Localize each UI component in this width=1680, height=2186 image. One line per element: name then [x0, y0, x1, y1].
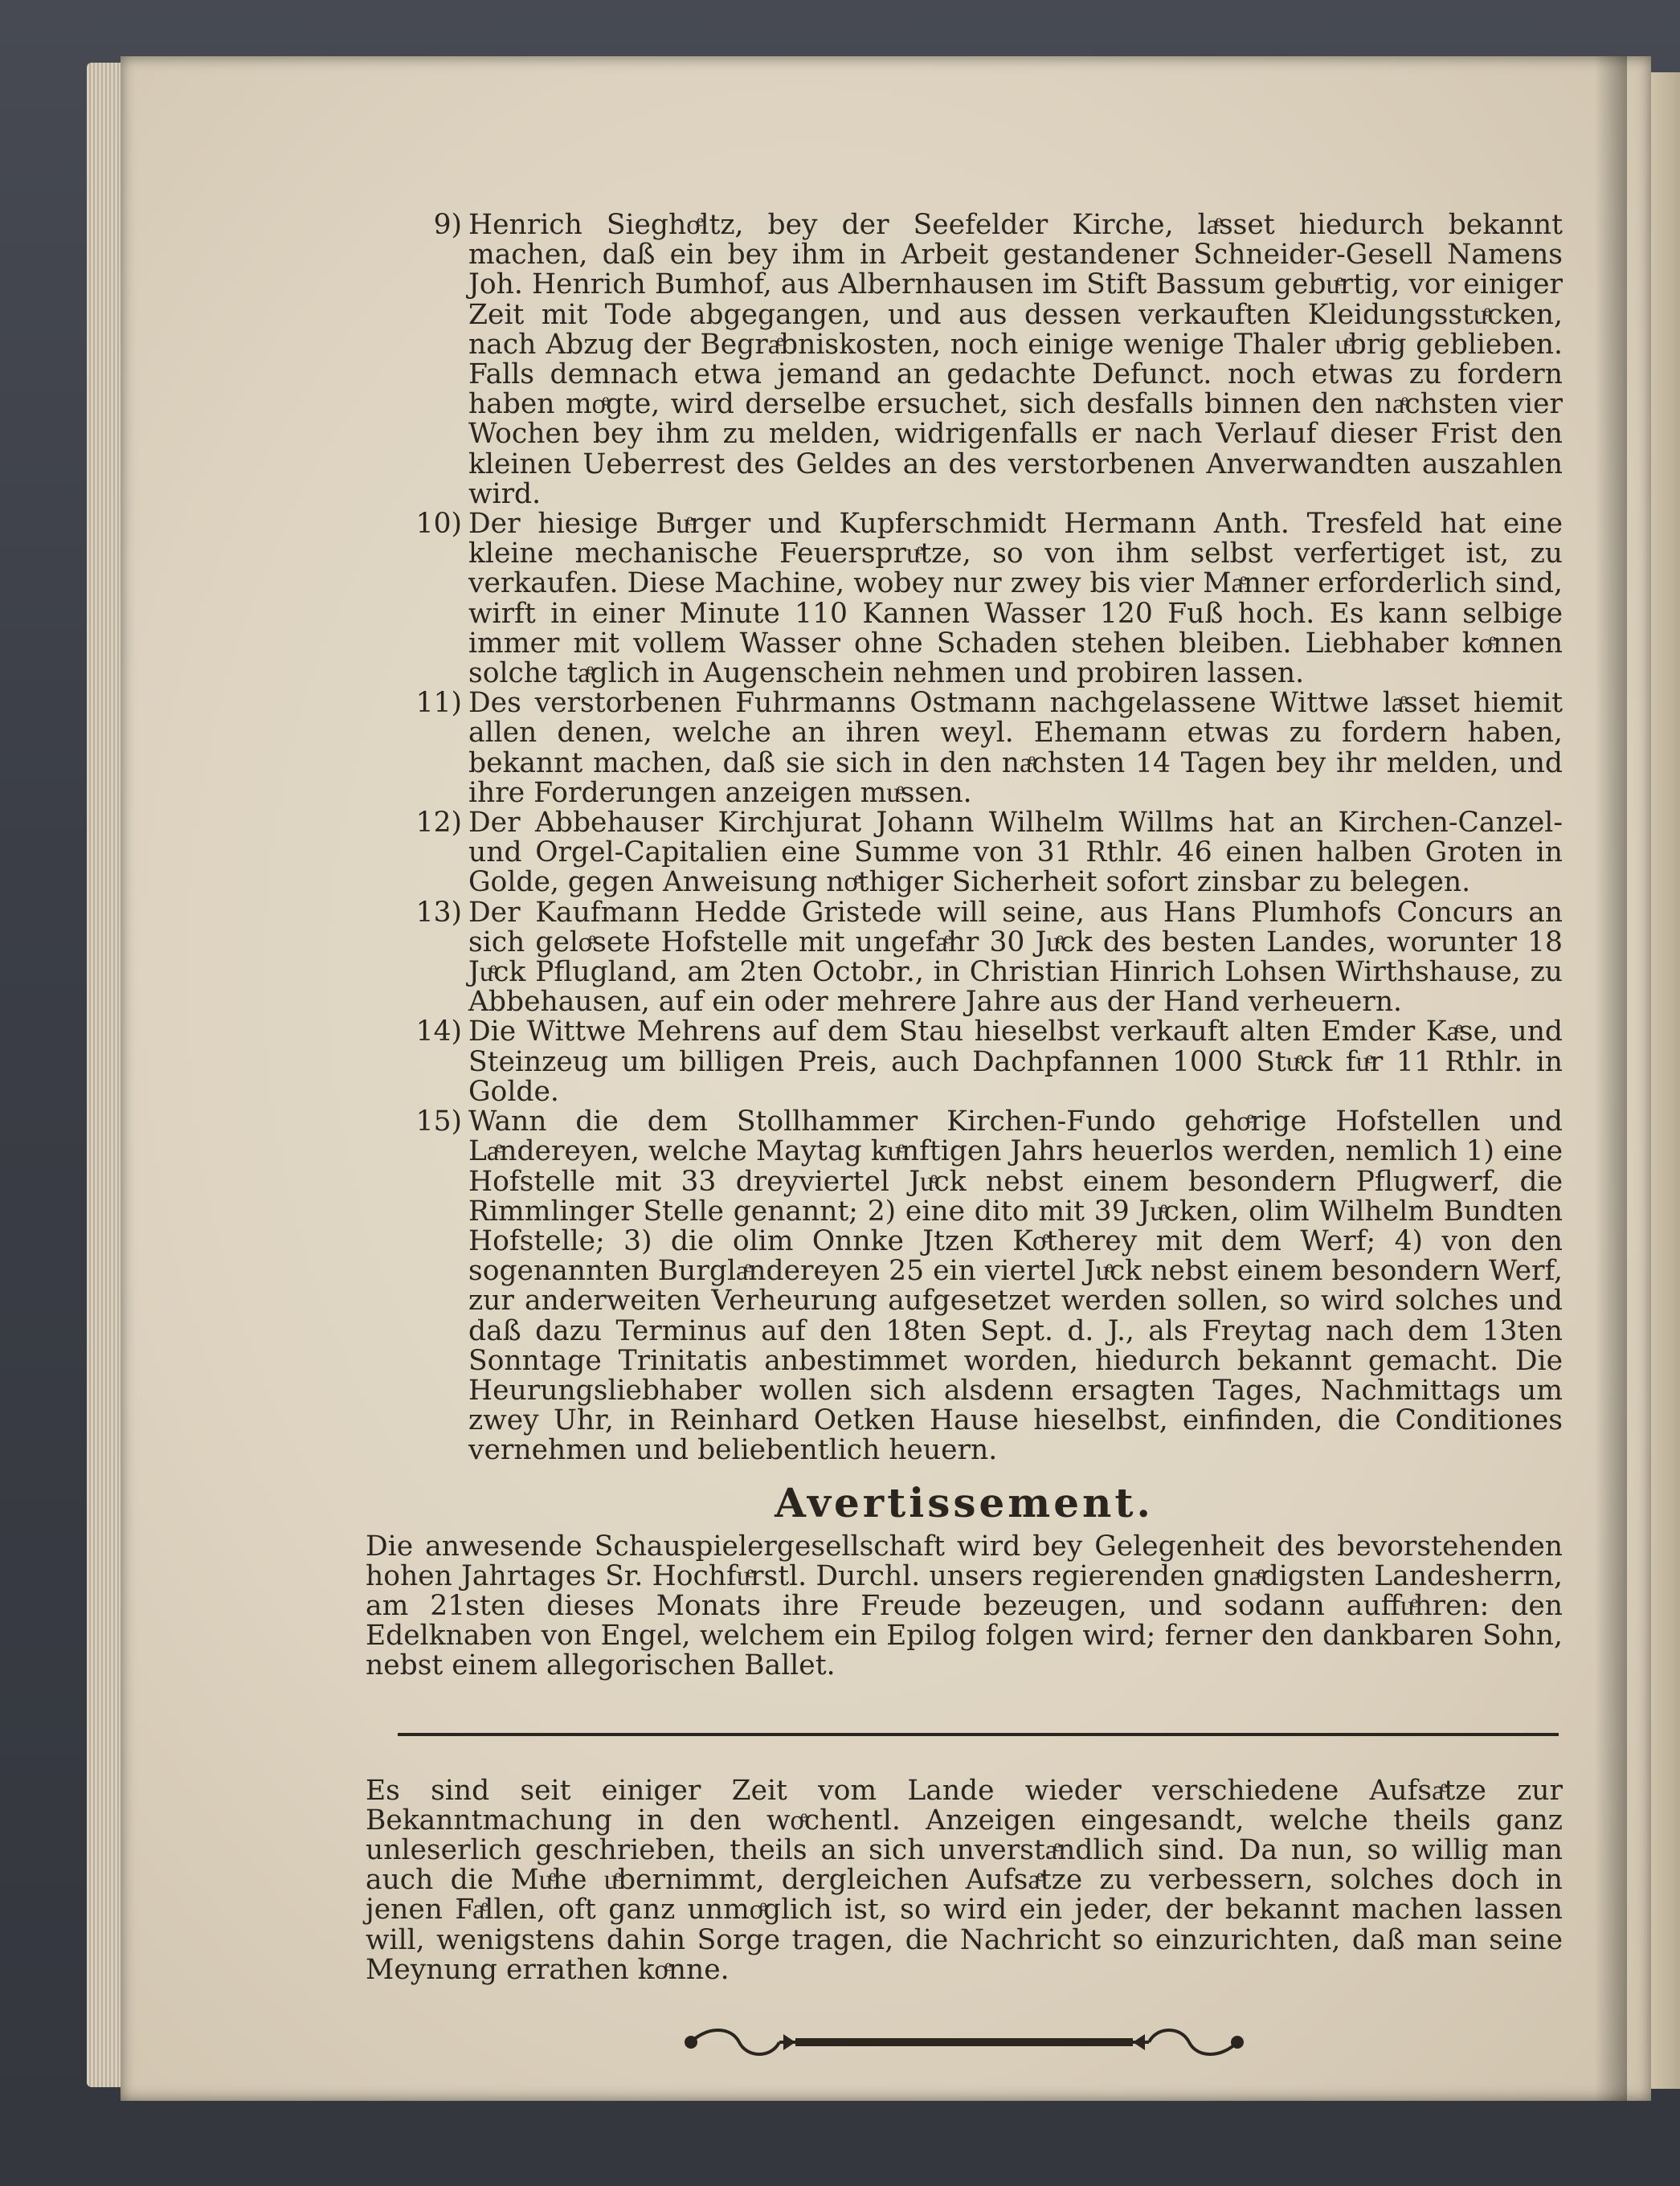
entry-text: Henrich Sieghoͤltz, bey der Seefelder Kirche, laͤsset hiedurch bekannt machen, daß ein bey ihm in Arbeit gestandener Schneider-Gesell Namens Joh. Henrich Bumhof, aus Albernhausen im Stift Bassum gebuͤrtig, vor einiger Zeit mit Tode abgegangen, und aus dessen verkauften Kleidungsstuͤcken, nach Abzug der Begraͤbniskosten, noch einige wenige Thaler uͤbrig geblieben. Falls demnach etwa jemand an gedachte Defunct. noch etwas zu fordern haben moͤgte, wird derselbe ersuchet, sich desfalls binnen den naͤchsten vier Wochen bey ihm zu melden, widrigenfalls er nach Verlauf dieser Frist den kleinen Ueberrest des Geldes an des verstorbenen Anverwandten auszahlen wird. [468, 209, 1563, 510]
gutter-shadow [1595, 56, 1627, 2101]
entry-text: Die Wittwe Mehrens auf dem Stau hieselbst verkauft alten Emder Kaͤse, und Steinzeug um billigen Preis, auch Dachpfannen 1000 Stuͤck fuͤr 11 Rthlr. in Golde. [468, 1015, 1563, 1108]
entry-number: 12) [415, 807, 462, 840]
entry-number: 10) [415, 508, 462, 541]
entry-text: Der Abbehauser Kirchjurat Johann Wilhelm Willms hat an Kirchen-Canzel- und Orgel-Capitalien eine Summe von 31 Rthlr. 46 einen halben Groten in Golde, gegen Anweisung noͤthiger Sicherheit sofort zinsbar zu belegen. [468, 807, 1563, 899]
page-text [366, 210, 1563, 2062]
notice-entry [366, 509, 1563, 688]
notice-entry [366, 1017, 1563, 1107]
editorial-notice: Es sind seit einiger Zeit vom Lande wieder verschiedene Aufsaͤtze zur Bekanntmachung in den woͤchentl. Anzeigen eingesandt, welche theils ganz unleserlich geschrieben, theils an sich unverstaͤndlich sind. Da nun, so willig man auch die Muͤhe uͤbernimmt, dergleichen Aufsaͤtze zu verbessern, solches doch in jenen Faͤllen, oft ganz unmoͤglich ist, so wird ein jeder, der bekannt machen lassen will, wenigstens dahin Sorge tragen, die Nachricht so einzurichten, daß man seine Meynung errathen koͤnne. [366, 1774, 1563, 1986]
entry-text: Wann die dem Stollhammer Kirchen-Fundo gehoͤrige Hofstellen und Laͤndereyen, welche Maytag kuͤnftigen Jahrs heuerlos werden, nemlich 1) eine Hofstelle mit 33 dreyviertel Juͤck nebst einem besondern Pflugwerf, die Rimmlinger Stelle genannt; 2) eine dito mit 39 Juͤcken, olim Wilhelm Bundten Hofstelle; 3) die olim Onnke Jtzen Koͤtherey mit dem Werf; 4) von den sogenannten Burglaͤndereyen 25 ein viertel Juͤck nebst einem besondern Werf, zur anderweiten Verheurung aufgesetzet werden sollen, so wird solches und daß dazu Terminus auf den 18ten Sept. d. J., als Freytag nach dem 13ten Sonntage Trinitatis anbestimmet worden, hiedurch bekannt gemacht. Die Heurungsliebhaber wollen sich alsdenn ersagten Tages, Nachmittags um zwey Uhr, in Reinhard Oetken Hause hieselbst, einfinden, die Conditiones vernehmen und beliebentlich heuern. [468, 1105, 1563, 1467]
entry-number: 15) [415, 1105, 462, 1138]
entry-number: 11) [415, 687, 462, 720]
entry-number: 13) [415, 896, 462, 929]
entry-text: Der Kaufmann Hedde Gristede will seine, aus Hans Plumhofs Concurs an sich geloͤsete Hofstelle mit ungefaͤhr 30 Juͤck des besten Landes, worunter 18 Juͤck Pflugland, am 2ten Octobr., in Christian Hinrich Lohsen Wirthshause, zu Abbehausen, auf ein oder mehrere Jahre aus der Hand verheuern. [468, 896, 1563, 1019]
entry-text: Des verstorbenen Fuhrmanns Ostmann nachgelassene Wittwe laͤsset hiemit allen denen, welche an ihren weyl. Ehemann etwas zu fordern haben, bekannt machen, daß sie sich in den naͤchsten 14 Tagen bey ihr melden, und ihre Forderungen anzeigen muͤssen. [468, 687, 1563, 809]
section-divider [398, 1733, 1559, 1736]
ornament-flourish-icon [675, 2022, 1253, 2062]
entry-text: Der hiesige Buͤrger und Kupferschmidt Hermann Anth. Tresfeld hat eine kleine mechanische Feuerspruͤtze, so von ihm selbst verfertiget ist, zu verkaufen. Diese Machine, wobey nur zwey bis vier Maͤnner erforderlich sind, wirft in einer Minute 110 Kannen Wasser 120 Fuß hoch. Es kann selbige immer mit vollem Wasser ohne Schaden stehen bleiben. Liebhaber koͤnnen solche taͤglich in Augenschein nehmen und probiren lassen. [468, 508, 1563, 690]
notice-entry [366, 688, 1563, 808]
avertissement-heading: Avertissement. [775, 1478, 1154, 1526]
notice-entry [366, 210, 1563, 509]
notice-entry [366, 808, 1563, 898]
avertissement-text: Die anwesende Schauspielergesellschaft wird bey Gelegenheit des bevorstehenden hohen Jahrtages Sr. Hochfuͤrstl. Durchl. unsers regierenden gnaͤdigsten Landesherrn, am 21sten dieses Monats ihre Freude bezeugen, und sodann auffuͤhren: den Edelknaben von Engel, welchem ein Epilog folgen wird; ferner den dankbaren Sohn, nebst einem allegorischen Ballet. [366, 1530, 1563, 1682]
notice-entry [366, 1107, 1563, 1465]
entry-number: 9) [433, 209, 462, 241]
notice-entry [366, 898, 1563, 1018]
entry-number: 14) [415, 1015, 462, 1048]
